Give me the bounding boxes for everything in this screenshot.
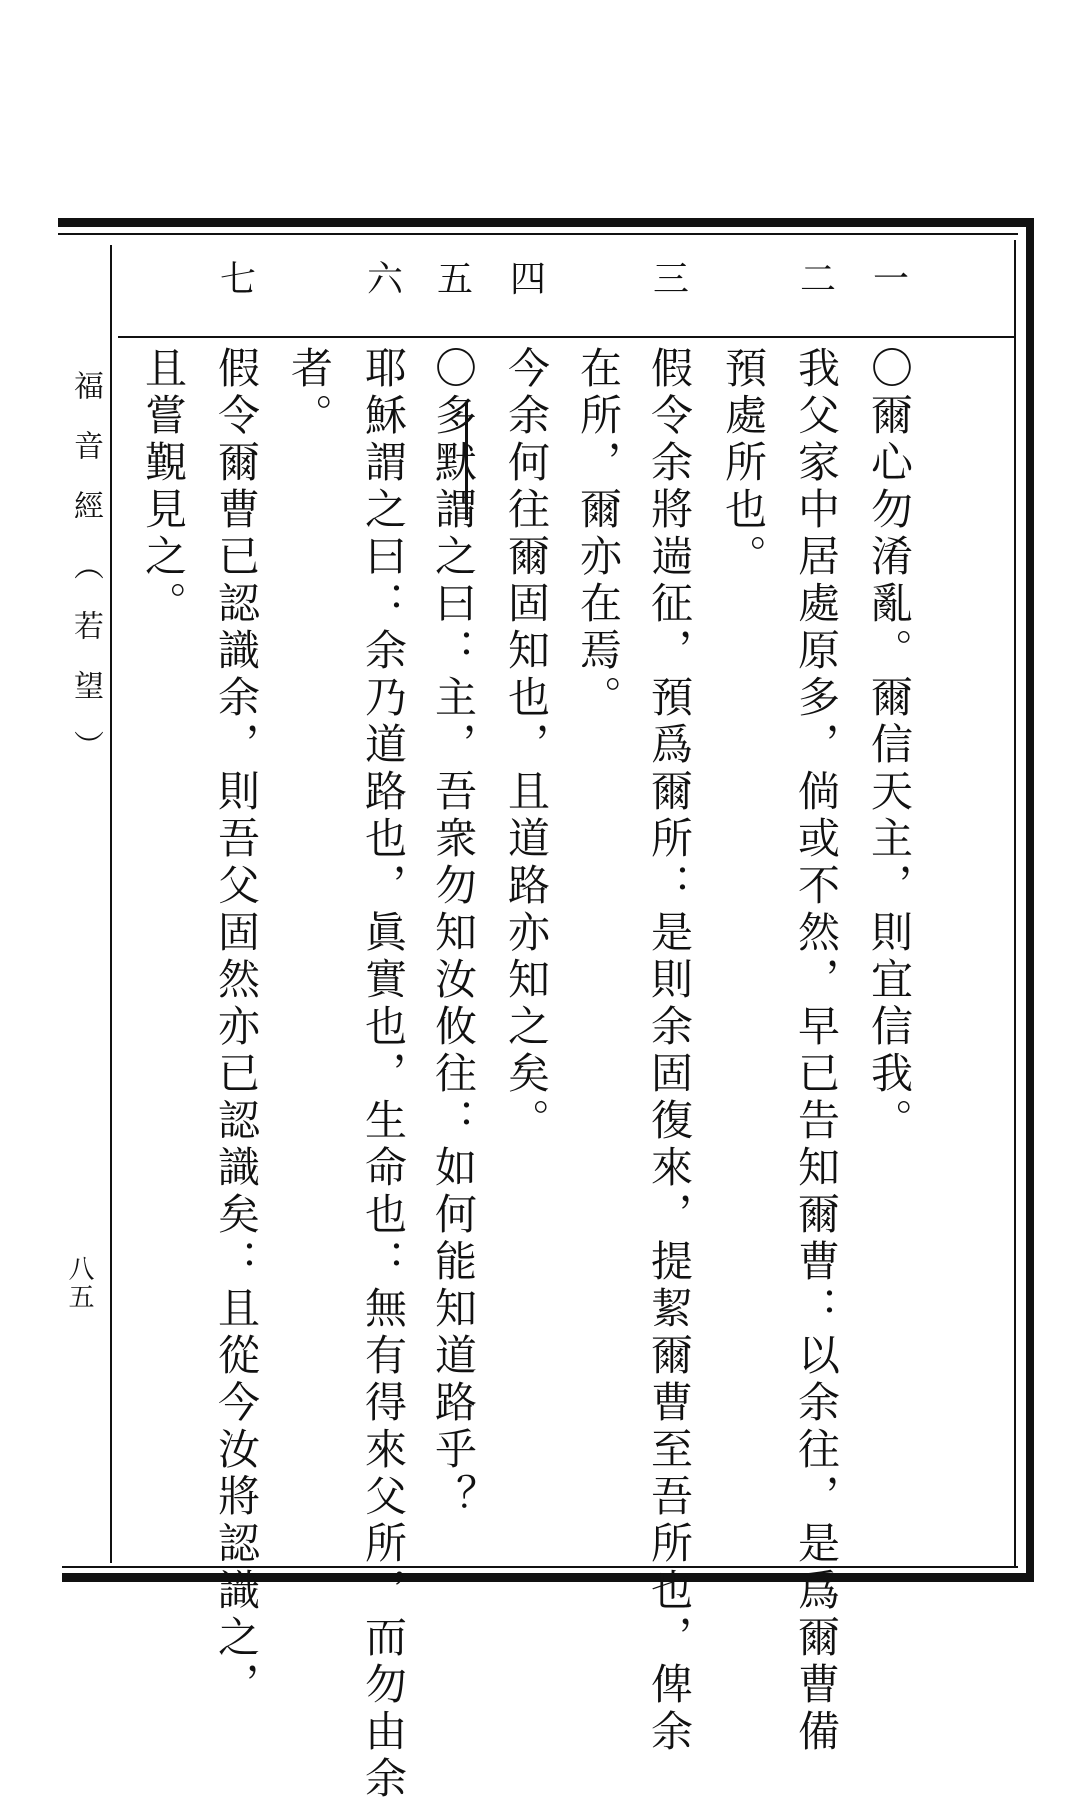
bottom-border-thin bbox=[62, 1566, 1018, 1568]
verse-number-1: 一 bbox=[872, 259, 909, 300]
text-column-3: 預處所也。 bbox=[719, 346, 768, 581]
verse-number-4: 四 bbox=[509, 259, 546, 300]
verse-number-divider bbox=[118, 336, 1014, 338]
verse-number-7: 七 bbox=[219, 259, 256, 300]
top-border-thick bbox=[58, 218, 1030, 227]
bottom-border-thick bbox=[62, 1573, 1030, 1582]
text-column-6: 今余何往爾固知也，且道路亦知之矣。 bbox=[502, 346, 551, 1145]
top-border-thin bbox=[58, 233, 1018, 235]
text-column-2: 我父家中居處原多，倘或不然，早已告知爾曹：以余往，是爲爾曹備 bbox=[792, 346, 841, 1756]
page-number: 八五 bbox=[64, 1255, 94, 1311]
verse-number-3: 三 bbox=[652, 259, 689, 300]
verse-number-6: 六 bbox=[366, 259, 403, 300]
left-border-thin bbox=[110, 245, 112, 1563]
text-column-8: 耶穌謂之曰：余乃道路也，眞實也，生命也：無有得來父所，而勿由余 bbox=[359, 346, 408, 1803]
text-column-4: 假令余將遄征，預爲爾所：是則余固復來，提絜爾曹至吾所也，俾余 bbox=[645, 346, 694, 1756]
text-column-9: 者。 bbox=[285, 346, 334, 440]
text-column-11: 且嘗覲見之。 bbox=[139, 346, 188, 628]
right-border-thin bbox=[1014, 240, 1016, 1566]
text-column-7: 〇多默謂之曰：主，吾衆勿知汝攸往：如何能知道路乎？ bbox=[429, 346, 478, 1521]
text-column-10: 假令爾曹已認識余，則吾父固然亦已認識矣：且從今汝將認識之， bbox=[212, 346, 261, 1709]
verse-number-5: 五 bbox=[436, 259, 473, 300]
running-title: 福音經（若望） bbox=[68, 370, 103, 790]
text-column-5: 在所，爾亦在焉。 bbox=[574, 346, 623, 722]
right-border-thick bbox=[1026, 218, 1034, 1582]
verse-number-2: 二 bbox=[799, 259, 836, 300]
text-column-1: 〇爾心勿淆亂。爾信天主，則宜信我。 bbox=[865, 346, 914, 1145]
